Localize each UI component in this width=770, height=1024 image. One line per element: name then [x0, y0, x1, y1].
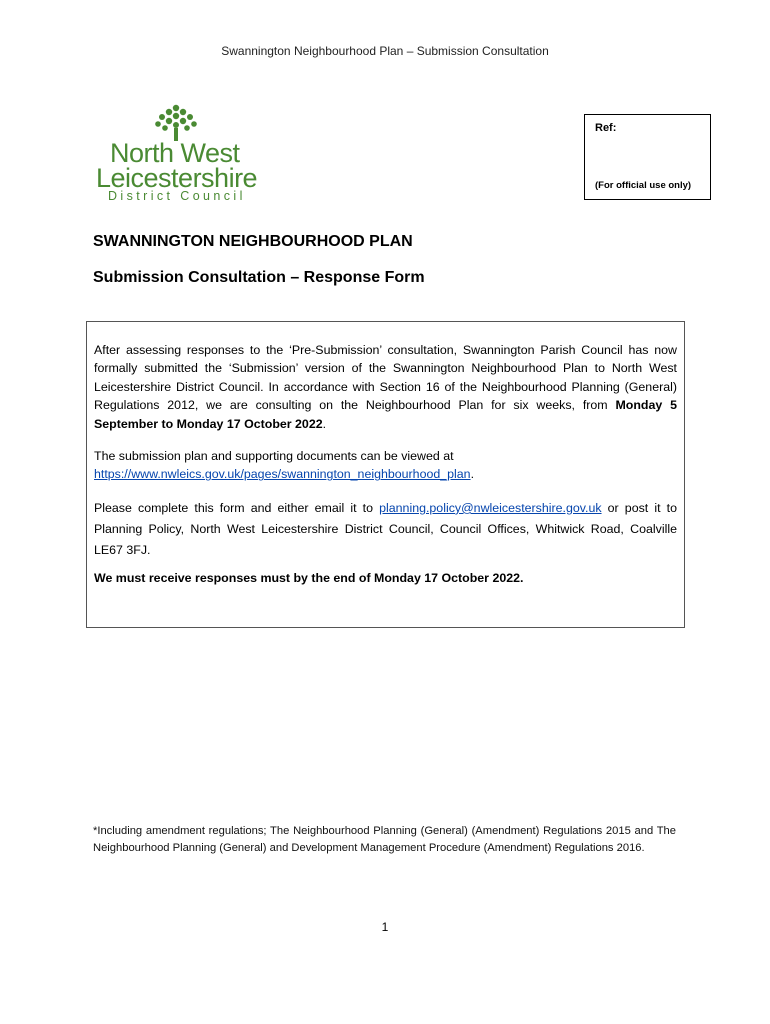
page-number: 1: [381, 920, 389, 934]
consultation-dates: Monday 5 September to Monday 17 October 2022: [94, 398, 677, 431]
info-box: [86, 321, 685, 628]
logo-line-1: North West: [110, 138, 240, 168]
documents-text: The submission plan and supporting documents can be viewed at: [94, 449, 454, 464]
running-header: Swannington Neighbourhood Plan – Submission Consultation: [221, 44, 549, 58]
ref-label: Ref:: [595, 122, 617, 134]
ref-note: (For official use only): [595, 180, 692, 191]
intro-text: After assessing responses to the ‘Pre-Submission’ consultation, Swannington Parish Council has now formally submitted the ‘Submission’ version of the Swannington Neighbourhood Plan to North West Leicestershire District Council. In accordance with Section 16 of the Neighbourhood Planning (General) Regulations 2012, we are consulting on the Neighbourhood Plan for six weeks, from: [94, 343, 677, 413]
council-logo: [96, 104, 296, 204]
document-title: SWANNINGTON NEIGHBOURHOOD PLAN: [93, 233, 413, 250]
documents-paragraph: The submission plan and supporting documents can be viewed at https://www.nwleics.gov.uk/pages/swannington_neighbourhood_plan.: [94, 449, 475, 482]
submission-paragraph: Please complete this form and either email it to planning.policy@nwleicestershire.gov.uk or post it to Planning Policy, North West Leicestershire District Council, Council Offices, Whitwick Road, Coalville LE67 3FJ.: [94, 500, 677, 557]
document-subtitle: Submission Consultation – Response Form: [93, 269, 425, 286]
logo-line-2: Leicestershire: [96, 163, 258, 193]
deadline-notice: We must receive responses must by the end of Monday 17 October 2022.: [94, 570, 524, 585]
logo-line-3: District Council: [108, 189, 246, 203]
ref-box: [584, 114, 711, 200]
footnote: *Including amendment regulations; The Neighbourhood Planning (General) (Amendment) Regulations 2015 and The Neighbourhood Planning (General) and Development Management Procedure (Amendment) Regulations 2016.: [93, 825, 676, 854]
intro-paragraph: After assessing responses to the ‘Pre-Submission’ consultation, Swannington Parish Council has now formally submitted the ‘Submission’ version of the Swannington Neighbourhood Plan to North West Leicestershire District Council. In accordance with Section 16 of the Neighbourhood Planning (General) Regulations 2012, we are consulting on the Neighbourhood Plan for six weeks, from Monday 5 September to Monday 17 October 2022.: [94, 343, 677, 431]
email-link[interactable]: planning.policy@nwleicestershire.gov.uk: [379, 500, 602, 515]
plan-documents-link[interactable]: https://www.nwleics.gov.uk/pages/swannington_neighbourhood_plan: [94, 467, 471, 482]
